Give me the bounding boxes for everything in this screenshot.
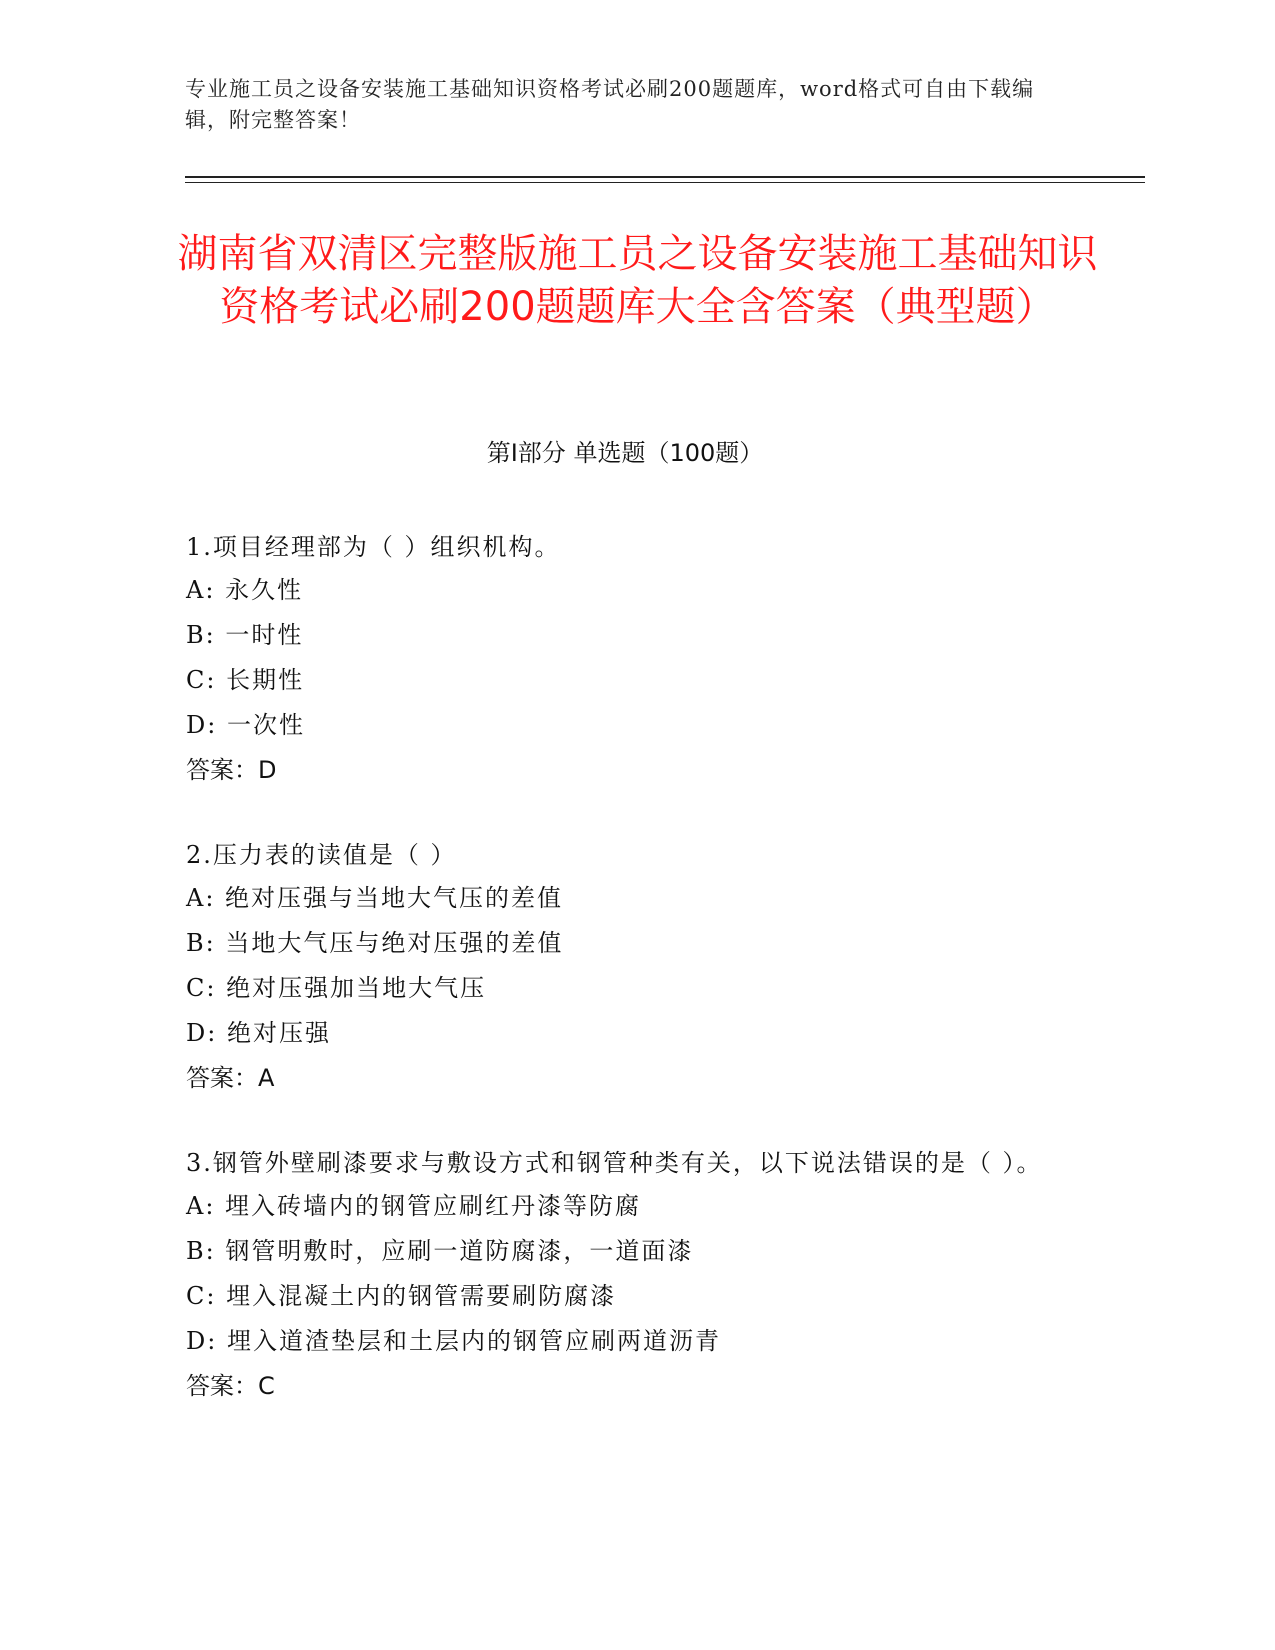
option-c: C: 埋入混凝土内的钢管需要刷防腐漆 <box>186 1282 617 1310</box>
option-b: B: 钢管明敷时，应刷一道防腐漆，一道面漆 <box>186 1237 694 1265</box>
section-title: 第Ⅰ部分 单选题（100题） <box>486 439 764 467</box>
option-b: B: 一时性 <box>186 621 304 649</box>
option-d: D: 一次性 <box>186 711 305 739</box>
header-divider-thick <box>185 176 1145 178</box>
option-d: D: 埋入道渣垫层和土层内的钢管应刷两道沥青 <box>186 1327 721 1355</box>
question-list <box>186 527 1066 1451</box>
answer: 答案：A <box>186 1064 275 1092</box>
option-a: A: 埋入砖墙内的钢管应刷红丹漆等防腐 <box>186 1192 642 1220</box>
question-2 <box>186 835 1066 1101</box>
option-a: A: 绝对压强与当地大气压的差值 <box>186 884 564 912</box>
question-3 <box>186 1143 1066 1409</box>
option-c: C: 长期性 <box>186 666 305 694</box>
option-b: B: 当地大气压与绝对压强的差值 <box>186 929 564 957</box>
answer: 答案：D <box>186 756 277 784</box>
header-note: 专业施工员之设备安装施工基础知识资格考试必刷200题题库，word格式可自由下载编辑，附完整答案！ <box>185 77 1035 132</box>
question-stem: 3.钢管外壁刷漆要求与敷设方式和钢管种类有关，以下说法错误的是（ ）。 <box>186 1149 1043 1177</box>
option-a: A: 永久性 <box>186 576 304 604</box>
option-d: D: 绝对压强 <box>186 1019 331 1047</box>
question-1 <box>186 527 1066 793</box>
option-c: C: 绝对压强加当地大气压 <box>186 974 487 1002</box>
question-stem: 1.项目经理部为（ ）组织机构。 <box>186 533 561 561</box>
header-divider-thin <box>185 182 1145 183</box>
question-stem: 2.压力表的读值是（ ） <box>186 841 457 869</box>
document-title: 湖南省双清区完整版施工员之设备安装施工基础知识资格考试必刷200题题库大全含答案（典型题） <box>177 231 1098 330</box>
answer: 答案：C <box>186 1372 275 1400</box>
